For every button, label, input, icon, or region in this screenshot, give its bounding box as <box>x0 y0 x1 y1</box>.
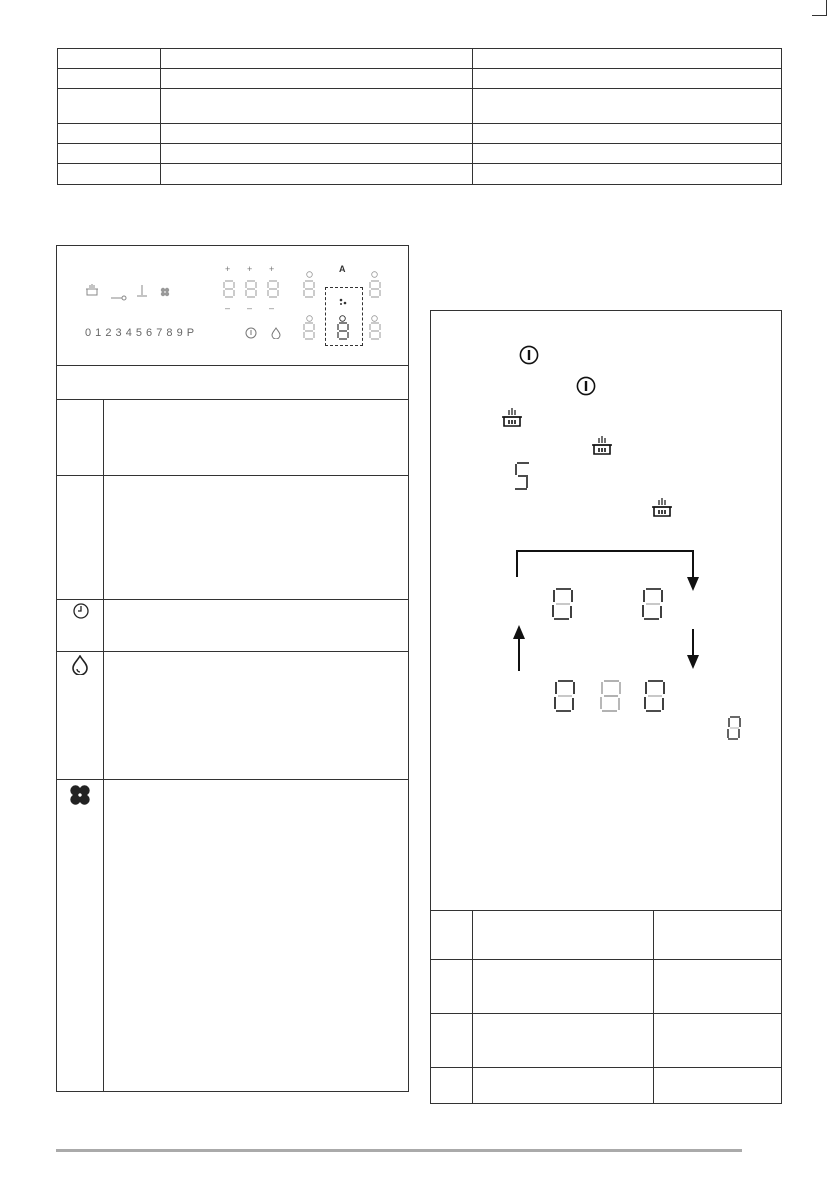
top-table-row-divider <box>58 123 781 124</box>
corner-mark <box>812 0 828 18</box>
clock-icon <box>371 265 378 283</box>
panel-divider <box>57 475 408 476</box>
upper-digit <box>641 587 665 621</box>
top-table-row-divider <box>58 143 781 144</box>
panel-divider <box>57 599 408 600</box>
minus-sign: – <box>225 303 231 313</box>
panel-divider <box>57 399 408 400</box>
top-table-row-divider <box>58 68 781 69</box>
table-divider <box>431 910 781 911</box>
drop-icon <box>271 326 281 344</box>
fan-icon <box>160 284 170 302</box>
lock-key-icon <box>111 288 127 306</box>
table-divider <box>431 1013 781 1014</box>
table-divider <box>431 959 781 960</box>
fan-icon <box>69 784 91 811</box>
top-table-row-divider <box>58 88 781 89</box>
timer-digit <box>513 461 531 491</box>
minus-sign: – <box>269 303 275 313</box>
heat-bar-icon <box>137 284 147 302</box>
power-icon <box>245 326 257 344</box>
minus-sign: – <box>247 303 253 313</box>
panel-col-divider <box>103 399 104 1091</box>
auto-label: A <box>339 264 346 274</box>
number-row: 0 1 2 3 4 5 6 7 8 9 P <box>85 327 195 339</box>
left-panel <box>56 245 409 1092</box>
plus-sign: + <box>225 264 231 274</box>
lower-digit <box>643 679 667 713</box>
lower-digit <box>553 679 577 713</box>
lower-digit <box>599 679 623 713</box>
pot-icon <box>501 407 523 434</box>
table-col-divider <box>653 910 654 1103</box>
plus-sign: + <box>269 264 275 274</box>
upper-digit <box>551 587 575 621</box>
clock-icon <box>306 309 313 327</box>
panel-divider <box>57 651 408 652</box>
drop-icon <box>71 655 89 680</box>
panel-digit <box>267 280 279 298</box>
power-icon <box>519 345 539 370</box>
small-digit <box>726 716 742 740</box>
clock-icon <box>306 265 313 283</box>
pot-icon <box>85 283 99 302</box>
table-divider <box>431 1067 781 1068</box>
clock-icon <box>371 309 378 327</box>
panel-digit <box>245 280 257 298</box>
panel-digit <box>223 280 235 298</box>
pot-icon <box>591 435 613 462</box>
right-panel <box>430 310 782 1104</box>
panel-divider <box>57 779 408 780</box>
clock-icon <box>73 603 89 624</box>
power-icon <box>576 376 596 401</box>
plus-sign: + <box>247 264 253 274</box>
pot-icon <box>651 497 673 524</box>
top-table-row-divider <box>58 163 781 164</box>
timer-small-icon <box>339 309 346 327</box>
panel-divider <box>57 365 408 366</box>
footer-rule <box>56 1149 742 1152</box>
table-col-divider <box>472 910 473 1103</box>
top-table <box>57 48 782 185</box>
